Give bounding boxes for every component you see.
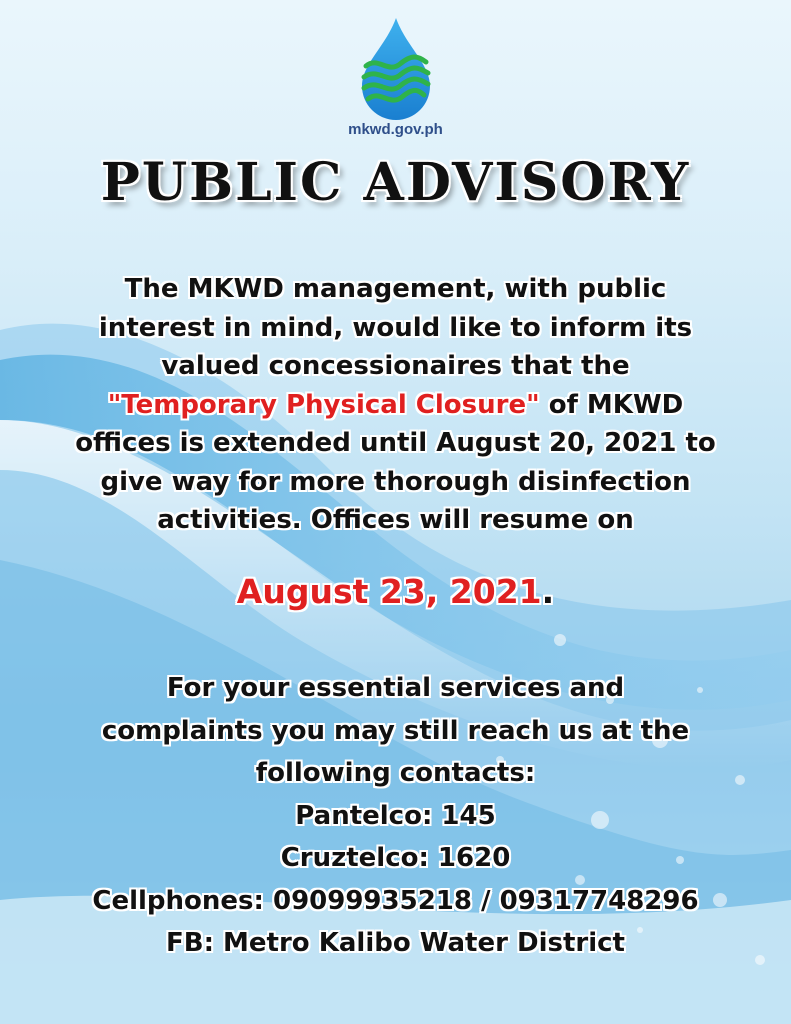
contacts-intro: complaints you may still reach us at the — [101, 715, 690, 746]
site-url: mkwd.gov.ph — [348, 121, 443, 138]
advisory-line: interest in mind, would like to inform its — [98, 312, 693, 343]
contact-pantelco: Pantelco: 145 — [295, 800, 496, 831]
resume-date: August 23, 2021 — [236, 572, 542, 611]
advisory-line: activities. Offices will resume on — [157, 505, 634, 535]
advisory-paragraph — [20, 270, 771, 540]
advisory-line — [20, 386, 771, 425]
resume-period: . — [541, 572, 555, 611]
contact-cellphones: Cellphones: 09099935218 / 09317748296 — [92, 885, 699, 916]
contacts-intro: For your essential services and — [166, 673, 625, 703]
contact-facebook: FB: Metro Kalibo Water District — [166, 928, 625, 958]
advisory-line: offices is extended until August 20, 2021 to — [75, 428, 716, 458]
resume-date-line — [20, 570, 771, 614]
contact-cruztelco: Cruztelco: 1620 — [280, 843, 511, 873]
water-drop-logo-icon — [356, 16, 436, 120]
contacts-intro: following contacts: — [255, 758, 536, 788]
closure-highlight: "Temporary Physical Closure" — [107, 389, 540, 420]
page-title: PUBLIC ADVISORY — [100, 152, 691, 213]
contacts-section — [20, 667, 771, 965]
advisory-line: The MKWD management, with public — [124, 274, 667, 304]
advisory-line-rest: of MKWD — [539, 389, 684, 420]
advisory-line: give way for more thorough disinfection — [100, 466, 691, 497]
advisory-line: valued concessionaires that the — [161, 351, 630, 381]
